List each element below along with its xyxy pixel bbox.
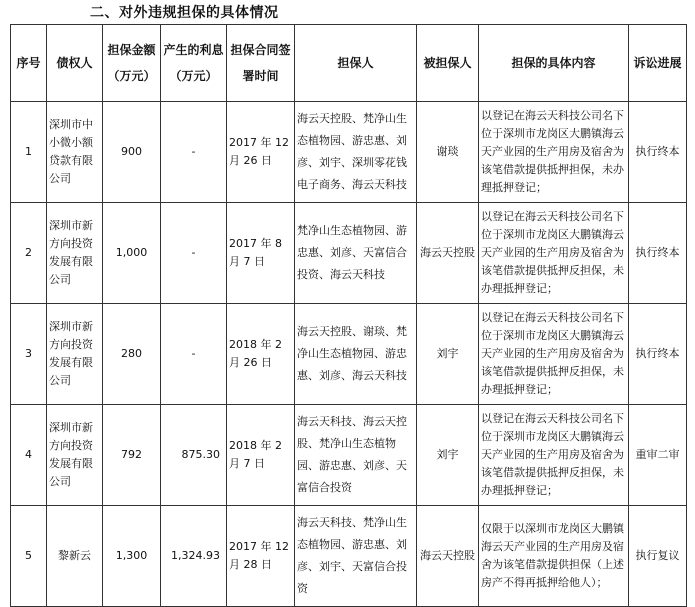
row-content: 以登记在海云天科技公司名下位于深圳市龙岗区大鹏镇海云天产业园的生产用房及宿舍为该笔借款提供抵押反担保，未办理抵押登记； xyxy=(479,304,629,405)
table-row xyxy=(11,102,687,203)
row-interest: 1,324.93 xyxy=(161,506,227,607)
row-creditor: 黎新云 xyxy=(47,506,103,607)
row-progress: 执行终本 xyxy=(629,304,687,405)
col-header-guaranteed: 被担保人 xyxy=(417,25,479,102)
col-header-amount: 担保金额（万元） xyxy=(103,25,161,102)
row-progress: 执行终本 xyxy=(629,203,687,304)
row-guarantor: 海云天科技、梵净山生态植物园、游忠惠、刘彦、刘宇、天富信合投资 xyxy=(295,506,417,607)
row-interest: - xyxy=(161,304,227,405)
row-guaranteed: 刘宇 xyxy=(417,405,479,506)
row-date: 2018 年 2 月 26 日 xyxy=(227,304,295,405)
col-header-interest: 产生的利息（万元） xyxy=(161,25,227,102)
row-guaranteed: 刘宇 xyxy=(417,304,479,405)
row-creditor: 深圳市新方向投资发展有限公司 xyxy=(47,405,103,506)
row-index: 1 xyxy=(11,102,47,203)
row-interest: - xyxy=(161,203,227,304)
row-guarantor: 海云天科技、海云天控股、梵净山生态植物园、游忠惠、刘彦、天富信合投资 xyxy=(295,405,417,506)
row-creditor: 深圳市新方向投资发展有限公司 xyxy=(47,304,103,405)
row-guaranteed: 海云天控股 xyxy=(417,203,479,304)
row-content: 仅限于以深圳市龙岗区大鹏镇海云天产业园的生产用房及宿舍为该笔借款提供担保（上述房产不得再抵押给他人）； xyxy=(479,506,629,607)
row-interest: 875.30 xyxy=(161,405,227,506)
col-header-creditor: 债权人 xyxy=(47,25,103,102)
row-index: 2 xyxy=(11,203,47,304)
row-index: 5 xyxy=(11,506,47,607)
row-amount: 1,300 xyxy=(103,506,161,607)
row-index: 3 xyxy=(11,304,47,405)
col-header-guarantor: 担保人 xyxy=(295,25,417,102)
table-row xyxy=(11,304,687,405)
row-guaranteed: 海云天控股 xyxy=(417,506,479,607)
row-guarantor: 梵净山生态植物园、游忠惠、刘彦、天富信合投资、海云天科技 xyxy=(295,203,417,304)
row-progress: 执行终本 xyxy=(629,102,687,203)
row-amount: 1,000 xyxy=(103,203,161,304)
table-row xyxy=(11,506,687,607)
row-content: 以登记在海云天科技公司名下位于深圳市龙岗区大鹏镇海云天产业园的生产用房及宿舍为该笔借款提供抵押反担保，未办理抵押登记； xyxy=(479,405,629,506)
row-content: 以登记在海云天科技公司名下位于深圳市龙岗区大鹏镇海云天产业园的生产用房及宿舍为该笔借款提供抵押反担保，未办理抵押登记； xyxy=(479,203,629,304)
row-amount: 900 xyxy=(103,102,161,203)
row-index: 4 xyxy=(11,405,47,506)
row-guarantor: 海云天控股、谢琰、梵净山生态植物园、游忠惠、刘彦、海云天科技 xyxy=(295,304,417,405)
row-guarantor: 海云天控股、梵净山生态植物园、游忠惠、刘彦、刘宇、深圳零花钱电子商务、海云天科技 xyxy=(295,102,417,203)
row-amount: 792 xyxy=(103,405,161,506)
row-date: 2017 年 12 月 28 日 xyxy=(227,506,295,607)
row-amount: 280 xyxy=(103,304,161,405)
row-creditor: 深圳市中小微小额贷款有限公司 xyxy=(47,102,103,203)
col-header-index: 序号 xyxy=(11,25,47,102)
col-header-content: 担保的具体内容 xyxy=(479,25,629,102)
col-header-date: 担保合同签署时间 xyxy=(227,25,295,102)
col-header-progress: 诉讼进展 xyxy=(629,25,687,102)
row-date: 2018 年 2 月 7 日 xyxy=(227,405,295,506)
table-row xyxy=(11,203,687,304)
row-guaranteed: 谢琰 xyxy=(417,102,479,203)
row-date: 2017 年 12 月 26 日 xyxy=(227,102,295,203)
row-date: 2017 年 8 月 7 日 xyxy=(227,203,295,304)
row-content: 以登记在海云天科技公司名下位于深圳市龙岗区大鹏镇海云天产业园的生产用房及宿舍为该笔借款提供抵押担保，未办理抵押登记； xyxy=(479,102,629,203)
row-creditor: 深圳市新方向投资发展有限公司 xyxy=(47,203,103,304)
table-row xyxy=(11,405,687,506)
row-interest: - xyxy=(161,102,227,203)
guarantee-table xyxy=(10,24,687,607)
row-progress: 重审二审 xyxy=(629,405,687,506)
header-row xyxy=(11,25,687,102)
section-title: 二、对外违规担保的具体情况 xyxy=(90,5,279,21)
row-progress: 执行复议 xyxy=(629,506,687,607)
